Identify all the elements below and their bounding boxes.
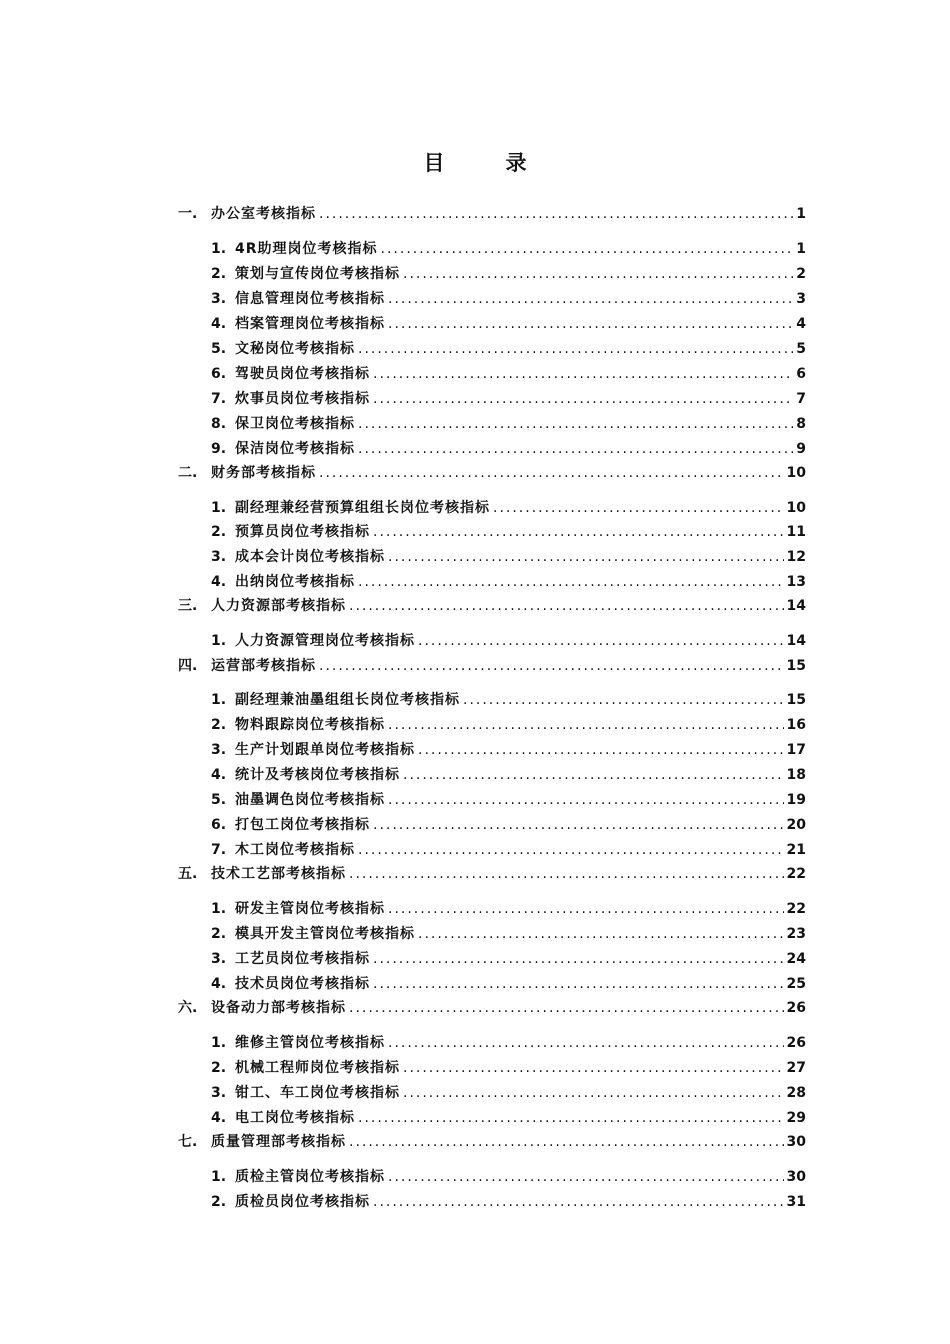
toc-dot-leader	[381, 239, 794, 259]
toc-entry-page-number: 11	[786, 524, 806, 540]
toc-entry-label: 工艺员岗位考核指标	[235, 951, 370, 967]
toc-entry-number: 4.	[211, 767, 227, 783]
toc-dot-leader	[319, 463, 784, 483]
toc-entry-number: 9.	[211, 441, 227, 457]
toc-section-entry[interactable]	[178, 204, 806, 224]
toc-subsection-entry[interactable]	[211, 690, 806, 710]
toc-dot-leader	[319, 656, 784, 676]
toc-subsection-entry[interactable]	[211, 339, 806, 359]
toc-entry-number: 3.	[211, 742, 227, 758]
toc-dot-leader	[403, 1083, 784, 1103]
toc-entry-number: 1.	[211, 633, 227, 649]
toc-entry-page-number: 3	[796, 291, 806, 307]
toc-entry-label: 电工岗位考核指标	[235, 1110, 355, 1126]
toc-dot-leader	[418, 924, 784, 944]
toc-entry-page-number: 14	[786, 633, 806, 649]
toc-entry-number: 一.	[178, 206, 198, 222]
toc-entry-number: 2.	[211, 926, 227, 942]
toc-entry-page-number: 23	[786, 926, 806, 942]
toc-dot-leader	[463, 690, 784, 710]
toc-entry-number: 1.	[211, 241, 227, 257]
toc-entry-page-number: 30	[786, 1134, 806, 1150]
toc-entry-page-number: 26	[786, 1035, 806, 1051]
toc-entry-label: 文秘岗位考核指标	[235, 341, 355, 357]
toc-entry-label: 机械工程师岗位考核指标	[235, 1060, 400, 1076]
toc-subsection-entry[interactable]	[211, 1192, 806, 1212]
toc-subsection-entry[interactable]	[211, 572, 806, 592]
toc-entry-page-number: 16	[786, 717, 806, 733]
toc-entry-page-number: 15	[786, 692, 806, 708]
toc-entry-page-number: 20	[786, 817, 806, 833]
toc-entry-label: 预算员岗位考核指标	[235, 524, 370, 540]
toc-entry-number: 3.	[211, 951, 227, 967]
toc-entry-number: 3.	[211, 1085, 227, 1101]
toc-dot-leader	[388, 790, 784, 810]
toc-entry-page-number: 6	[796, 366, 806, 382]
toc-subsection-entry[interactable]	[211, 1058, 806, 1078]
toc-entry-number: 2.	[211, 266, 227, 282]
toc-entry-label: 炊事员岗位考核指标	[235, 391, 370, 407]
toc-subsection-entry[interactable]	[211, 1108, 806, 1128]
toc-entry-number: 3.	[211, 549, 227, 565]
toc-entry-label: 质量管理部考核指标	[211, 1134, 346, 1150]
toc-entry-page-number: 24	[786, 951, 806, 967]
toc-dot-leader	[319, 204, 793, 224]
toc-entry-number: 2.	[211, 1060, 227, 1076]
toc-entry-label: 策划与宣传岗位考核指标	[235, 266, 400, 282]
toc-entry-number: 4.	[211, 574, 227, 590]
toc-entry-label: 4R助理岗位考核指标	[235, 241, 378, 257]
toc-entry-page-number: 27	[786, 1060, 806, 1076]
toc-entry-number: 六.	[178, 1000, 198, 1016]
toc-entry-label: 人力资源部考核指标	[211, 598, 346, 614]
toc-entry-label: 财务部考核指标	[211, 465, 316, 481]
toc-entry-label: 油墨调色岗位考核指标	[235, 792, 385, 808]
toc-subsection-entry[interactable]	[211, 264, 806, 284]
toc-entry-label: 设备动力部考核指标	[211, 1000, 346, 1016]
toc-entry-label: 维修主管岗位考核指标	[235, 1035, 385, 1051]
toc-section-entry[interactable]	[178, 864, 806, 884]
toc-dot-leader	[373, 949, 784, 969]
toc-dot-leader	[349, 1132, 784, 1152]
toc-entry-number: 2.	[211, 1194, 227, 1210]
toc-section-entry[interactable]	[178, 463, 806, 483]
toc-entry-label: 物料跟踪岗位考核指标	[235, 717, 385, 733]
toc-entry-label: 保卫岗位考核指标	[235, 416, 355, 432]
toc-entry-page-number: 8	[796, 416, 806, 432]
toc-entry-number: 1.	[211, 1035, 227, 1051]
toc-entry-page-number: 12	[786, 549, 806, 565]
toc-entry-page-number: 26	[786, 1000, 806, 1016]
toc-entry-number: 二.	[178, 465, 198, 481]
toc-entry-number: 三.	[178, 598, 198, 614]
toc-entry-label: 技术工艺部考核指标	[211, 866, 346, 882]
toc-entry-page-number: 2	[796, 266, 806, 282]
toc-entry-label: 打包工岗位考核指标	[235, 817, 370, 833]
toc-entry-label: 运营部考核指标	[211, 658, 316, 674]
toc-subsection-entry[interactable]	[211, 364, 806, 384]
toc-subsection-entry[interactable]	[211, 1167, 806, 1187]
toc-dot-leader	[493, 498, 784, 518]
toc-entry-number: 1.	[211, 692, 227, 708]
toc-dot-leader	[358, 572, 784, 592]
toc-entry-page-number: 28	[786, 1085, 806, 1101]
toc-dot-leader	[373, 522, 784, 542]
toc-entry-number: 7.	[211, 391, 227, 407]
toc-dot-leader	[349, 596, 784, 616]
toc-dot-leader	[403, 1058, 784, 1078]
toc-entry-number: 1.	[211, 901, 227, 917]
toc-entry-page-number: 1	[796, 206, 806, 222]
toc-section-entry[interactable]	[178, 656, 806, 676]
toc-entry-label: 质检员岗位考核指标	[235, 1194, 370, 1210]
toc-dot-leader	[388, 289, 793, 309]
toc-entry-label: 质检主管岗位考核指标	[235, 1169, 385, 1185]
toc-entry-page-number: 21	[786, 842, 806, 858]
toc-subsection-entry[interactable]	[211, 498, 806, 518]
toc-dot-leader	[373, 974, 784, 994]
toc-entry-label: 模具开发主管岗位考核指标	[235, 926, 415, 942]
toc-title: 目 录	[423, 151, 547, 175]
toc-entry-label: 副经理兼经营预算组组长岗位考核指标	[235, 500, 490, 516]
toc-entry-label: 统计及考核岗位考核指标	[235, 767, 400, 783]
toc-entry-page-number: 18	[786, 767, 806, 783]
toc-subsection-entry[interactable]	[211, 439, 806, 459]
toc-dot-leader	[358, 1108, 784, 1128]
toc-dot-leader	[403, 264, 793, 284]
toc-entry-page-number: 15	[786, 658, 806, 674]
toc-entry-number: 5.	[211, 341, 227, 357]
toc-subsection-entry[interactable]	[211, 715, 806, 735]
toc-entry-number: 7.	[211, 842, 227, 858]
toc-entry-number: 2.	[211, 524, 227, 540]
toc-entry-label: 保洁岗位考核指标	[235, 441, 355, 457]
toc-entry-page-number: 22	[786, 866, 806, 882]
toc-dot-leader	[388, 1033, 784, 1053]
toc-dot-leader	[349, 864, 784, 884]
toc-entry-label: 出纳岗位考核指标	[235, 574, 355, 590]
toc-subsection-entry[interactable]	[211, 414, 806, 434]
toc-dot-leader	[373, 1192, 784, 1212]
toc-entry-page-number: 19	[786, 792, 806, 808]
toc-dot-leader	[418, 740, 784, 760]
toc-entry-number: 1.	[211, 1169, 227, 1185]
toc-entry-number: 3.	[211, 291, 227, 307]
toc-dot-leader	[373, 389, 793, 409]
toc-subsection-entry[interactable]	[211, 765, 806, 785]
toc-entry-page-number: 14	[786, 598, 806, 614]
toc-subsection-entry[interactable]	[211, 239, 806, 259]
toc-entry-page-number: 7	[796, 391, 806, 407]
toc-entry-label: 人力资源管理岗位考核指标	[235, 633, 415, 649]
toc-entry-label: 驾驶员岗位考核指标	[235, 366, 370, 382]
toc-entry-page-number: 31	[786, 1194, 806, 1210]
toc-dot-leader	[403, 765, 784, 785]
toc-entry-page-number: 4	[796, 316, 806, 332]
toc-entry-page-number: 30	[786, 1169, 806, 1185]
toc-section-entry[interactable]	[178, 998, 806, 1018]
toc-dot-leader	[373, 364, 793, 384]
toc-entry-page-number: 25	[786, 976, 806, 992]
toc-subsection-entry[interactable]	[211, 631, 806, 651]
toc-entry-page-number: 10	[786, 465, 806, 481]
toc-dot-leader	[358, 339, 793, 359]
toc-entry-number: 2.	[211, 717, 227, 733]
toc-dot-leader	[349, 998, 784, 1018]
toc-subsection-entry[interactable]	[211, 949, 806, 969]
toc-entry-label: 木工岗位考核指标	[235, 842, 355, 858]
toc-entry-number: 6.	[211, 366, 227, 382]
toc-dot-leader	[418, 631, 784, 651]
toc-dot-leader	[388, 314, 793, 334]
toc-dot-leader	[388, 547, 784, 567]
toc-subsection-entry[interactable]	[211, 289, 806, 309]
toc-dot-leader	[373, 815, 784, 835]
toc-entry-number: 4.	[211, 1110, 227, 1126]
toc-section-entry[interactable]	[178, 1132, 806, 1152]
toc-subsection-entry[interactable]	[211, 974, 806, 994]
toc-subsection-entry[interactable]	[211, 790, 806, 810]
toc-subsection-entry[interactable]	[211, 840, 806, 860]
toc-dot-leader	[388, 1167, 784, 1187]
toc-entry-label: 研发主管岗位考核指标	[235, 901, 385, 917]
toc-entry-number: 四.	[178, 658, 198, 674]
toc-dot-leader	[388, 715, 784, 735]
toc-entry-label: 钳工、车工岗位考核指标	[235, 1085, 400, 1101]
toc-subsection-entry[interactable]	[211, 522, 806, 542]
toc-subsection-entry[interactable]	[211, 314, 806, 334]
toc-entry-number: 4.	[211, 316, 227, 332]
toc-entry-page-number: 29	[786, 1110, 806, 1126]
toc-entry-label: 档案管理岗位考核指标	[235, 316, 385, 332]
toc-entry-number: 七.	[178, 1134, 198, 1150]
toc-entry-page-number: 17	[786, 742, 806, 758]
toc-entry-page-number: 10	[786, 500, 806, 516]
toc-entry-label: 信息管理岗位考核指标	[235, 291, 385, 307]
toc-subsection-entry[interactable]	[211, 1083, 806, 1103]
toc-subsection-entry[interactable]	[211, 389, 806, 409]
toc-entry-number: 5.	[211, 792, 227, 808]
toc-subsection-entry[interactable]	[211, 924, 806, 944]
toc-entry-number: 8.	[211, 416, 227, 432]
toc-subsection-entry[interactable]	[211, 899, 806, 919]
toc-subsection-entry[interactable]	[211, 547, 806, 567]
toc-entry-page-number: 1	[796, 241, 806, 257]
toc-entry-page-number: 5	[796, 341, 806, 357]
toc-entry-page-number: 22	[786, 901, 806, 917]
toc-entry-number: 五.	[178, 866, 198, 882]
toc-dot-leader	[358, 439, 793, 459]
toc-entry-number: 4.	[211, 976, 227, 992]
toc-section-entry[interactable]	[178, 596, 806, 616]
toc-subsection-entry[interactable]	[211, 1033, 806, 1053]
toc-dot-leader	[358, 840, 784, 860]
toc-entry-label: 成本会计岗位考核指标	[235, 549, 385, 565]
toc-entry-number: 6.	[211, 817, 227, 833]
toc-dot-leader	[388, 899, 784, 919]
toc-entry-page-number: 13	[786, 574, 806, 590]
toc-entry-number: 1.	[211, 500, 227, 516]
toc-subsection-entry[interactable]	[211, 815, 806, 835]
toc-entry-page-number: 9	[796, 441, 806, 457]
toc-entry-label: 技术员岗位考核指标	[235, 976, 370, 992]
toc-subsection-entry[interactable]	[211, 740, 806, 760]
toc-dot-leader	[358, 414, 793, 434]
toc-entry-label: 办公室考核指标	[211, 206, 316, 222]
toc-entry-label: 副经理兼油墨组组长岗位考核指标	[235, 692, 460, 708]
toc-entry-label: 生产计划跟单岗位考核指标	[235, 742, 415, 758]
